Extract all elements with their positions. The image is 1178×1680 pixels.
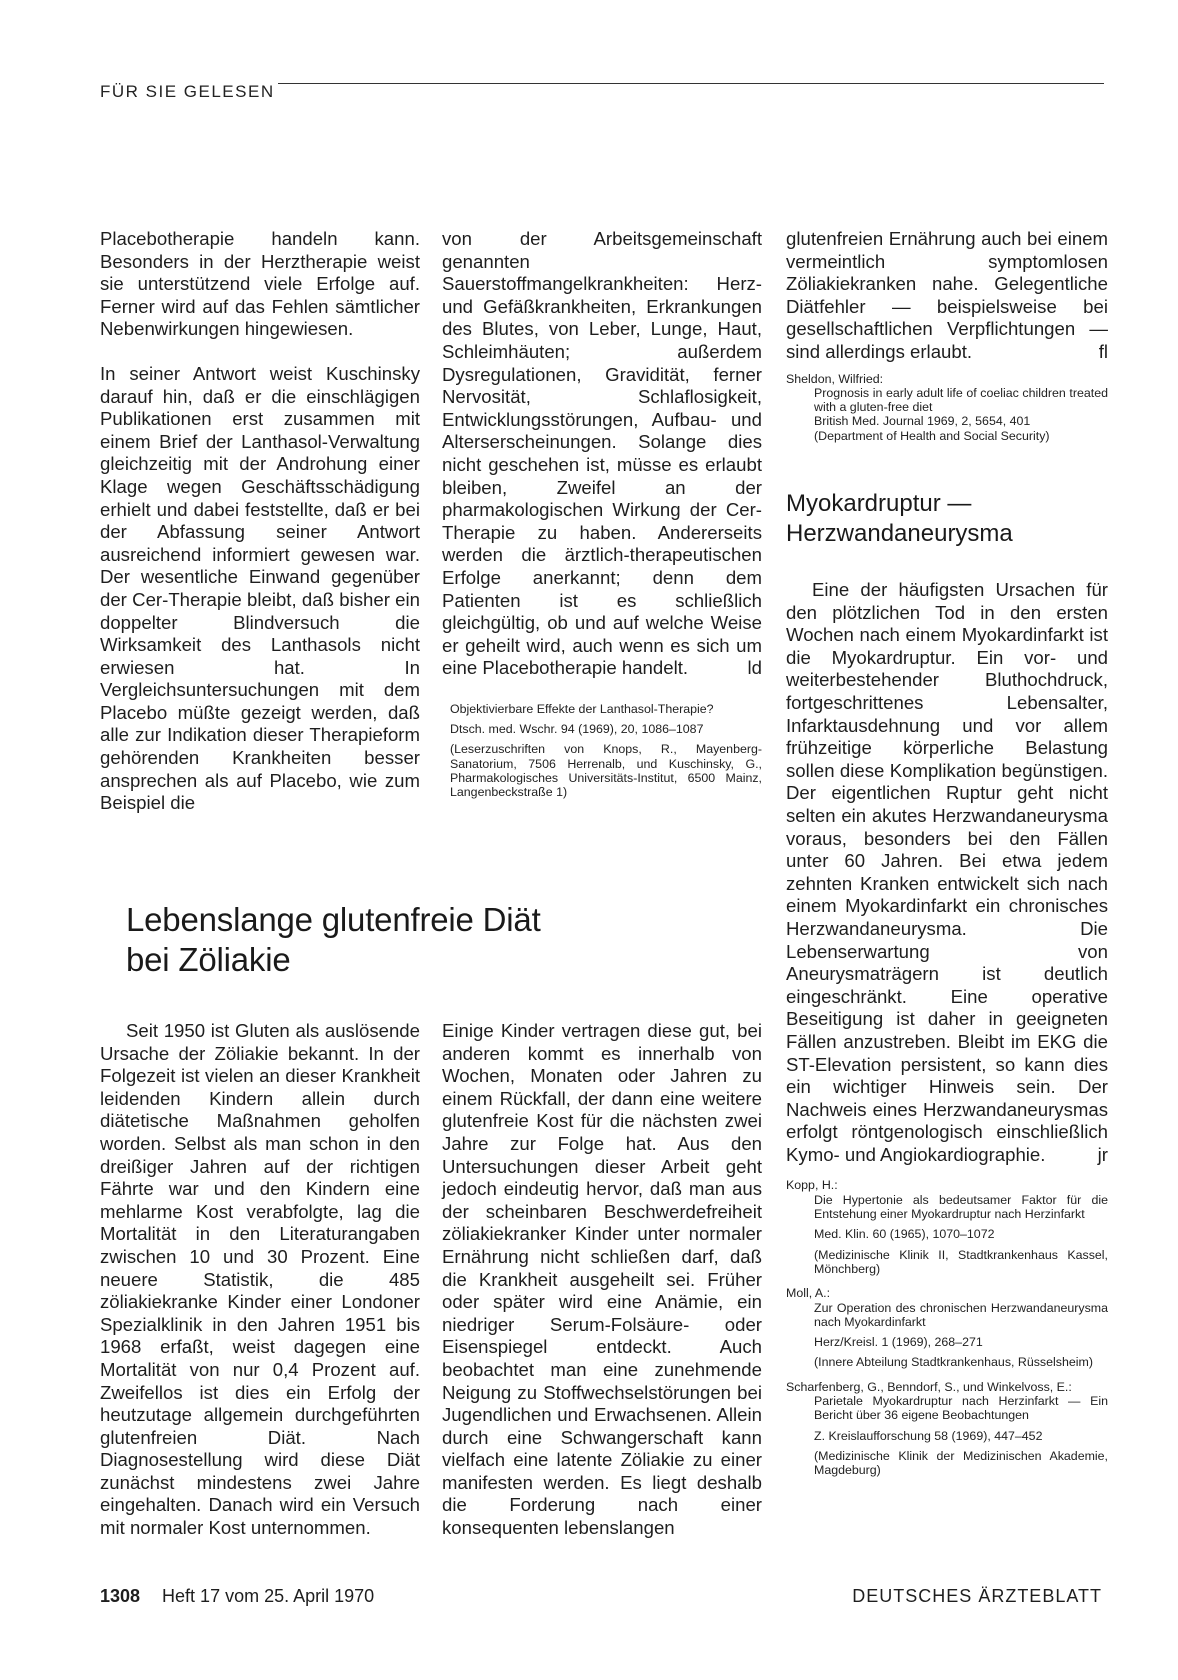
reference-title: Parietale Myokardruptur nach Herzinfarkt — Ein Bericht über 36 eigene Beobachtungen bbox=[814, 1394, 1108, 1423]
body-text: von der Arbeitsgemeinschaft genannten Sauerstoffmangelkrankheiten: Herz- und Gefäßkrankheiten, Erkrankungen des Blutes, von Leber, Lunge, Haut, Schleimhäuten; außerdem Dysregulationen, Gravidität, ferner Nervosität, Schlaflosigkeit, Entwicklungsstörungen, Aufbau- und Alterserscheinungen. Solange dies nicht geschehen ist, müsse es erlaubt bleiben, Zweifel an der pharmakologischen Wirkung der Cer-Therapie zu haben. Andererseits werden die ärztlich-therapeutischen Erfolge anerkannt; denn dem Patienten ist es schließlich gleichgültig, ob und auf welche Weise er geheilt wird, auch wenn es sich um eine Placebotherapie handelt. bbox=[442, 228, 762, 679]
reference-block bbox=[442, 702, 762, 800]
reference-title: Die Hypertonie als bedeutsamer Faktor für die Entstehung einer Myokardruptur nach Herzinfarkt bbox=[814, 1192, 1108, 1222]
section-label: FÜR SIE GELESEN bbox=[100, 82, 275, 101]
article-title-gluten: Lebenslange glutenfreie Diät bei Zöliakie bbox=[126, 901, 541, 978]
reference-title: Zur Operation des chronischen Herzwandaneurysma nach Myokardinfarkt bbox=[814, 1300, 1108, 1329]
gluten-column2 bbox=[442, 1020, 762, 1540]
reference-list bbox=[786, 1178, 1108, 1477]
reference-note: (Innere Abteilung Stadtkrankenhaus, Rüsselsheim) bbox=[814, 1355, 1093, 1370]
author-signature: fl bbox=[1098, 340, 1108, 362]
paragraph bbox=[786, 228, 1108, 364]
reference-source: Med. Klin. 60 (1965), 1070–1072 bbox=[814, 1227, 995, 1242]
reference-author: Scharfenberg, G., Benndorf, S., und Winkelvoss, E.: bbox=[786, 1379, 1072, 1394]
column3-top bbox=[786, 228, 1108, 1478]
paragraph: Placebotherapie handeln kann. Besonders in der Herztherapie weist sie unterstützend viele Erfolge auf. Ferner wird auf das Fehlen sämtlicher Nebenwirkungen hingewiesen. bbox=[100, 228, 420, 340]
reference-title: Prognosis in early adult life of coeliac children treated with a gluten-free diet bbox=[814, 385, 1108, 415]
body-text: Eine der häufigsten Ursachen für den plötzlichen Tod in den ersten Wochen nach einem Myokardinfarkt ist die Myokardruptur. Ein vor- und weiterbestehender Bluthochdruck, fortgeschrittenes Lebensalter, Infarktausdehnung und vor allem frühzeitige körperliche Belastung sollen diese Komplikation begünstigen. Der eigentlichen Ruptur geht nicht selten ein akutes Herzwandaneurysma voraus, besonders bei den Fällen unter 60 Jahren. Bei etwa jedem zehnten Kranken entwickelt sich nach einem Myokardinfarkt ein chronisches Herzwandaneurysma. Die Lebenserwartung von Aneurysmaträgern ist deutlich eingeschränkt. Eine operative Beseitigung ist daher in geeigneten Fällen anzustreben. Bleibt im EKG die ST-Elevation persistent, so kann dies ein wichtiger Hinweis sein. Der Nachweis eines Herzwandaneurysmas erfolgt röntgenologisch einschließlich Kymo- und Angiokardiographie. bbox=[786, 579, 1108, 1165]
paragraph bbox=[442, 228, 762, 680]
reference-source: Herz/Kreisl. 1 (1969), 268–271 bbox=[814, 1335, 983, 1350]
reference-note: (Leserzuschriften von Knops, R., Mayenberg-Sanatorium, 7506 Herrenalb, und Kuschinsky, G., Pharmakologisches Universitäts-Institut, 6500 Mainz, Langenbeckstraße 1) bbox=[450, 742, 762, 800]
reference-note: (Medizinische Klinik II, Stadtkrankenhaus Kassel, Mönchberg) bbox=[814, 1247, 1108, 1276]
author-signature: jr bbox=[1097, 1143, 1108, 1165]
reference-note: (Medizinische Klinik der Medizinischen Akademie, Magdeburg) bbox=[814, 1448, 1108, 1478]
page-number: 1308 bbox=[100, 1586, 141, 1606]
paragraph: Seit 1950 ist Gluten als auslösende Ursache der Zöliakie bekannt. In der Folgezeit ist vielen an dieser Krankheit leidenden Kindern allein durch diätetische Maßnahmen geholfen worden. Selbst als man schon in den dreißiger Jahren auf der richtigen Fährte war und den Kindern eine mehlarme Kost verabfolgte, lag die Mortalität in den Literaturangaben zwischen 10 und 30 Prozent. Eine neuere Statistik, die 485 zöliakiekranke Kinder einer Londoner Spezialklinik in den Jahren 1951 bis 1968 erfaßt, weist dagegen eine Mortalität von nur 0,4 Prozent auf. Zweifellos ist dies ein Erfolg der heutzutage allgemein durchgeführten glutenfreien Diät. Nach Diagnosestellung wird diese Diät zunächst mindestens zwei Jahre eingehalten. Danach wird ein Versuch mit normaler Kost unternommen. bbox=[100, 1020, 420, 1539]
gluten-column1 bbox=[100, 1020, 420, 1540]
reference-block bbox=[786, 1178, 1108, 1276]
reference-title: Objektivierbare Effekte der Lanthasol-Therapie? bbox=[450, 701, 714, 716]
reference-source: Z. Kreislaufforschung 58 (1969), 447–452 bbox=[814, 1428, 1043, 1443]
body-text: glutenfreien Ernährung auch bei einem vermeintlich symptomlosen Zöliakiekranken nahe. Gelegentliche Diätfehler — beispielsweise bei gesellschaftlichen Verpflichtungen — sind allerdings erlaubt. bbox=[786, 228, 1108, 362]
footer-issue bbox=[100, 1586, 374, 1607]
reference-block bbox=[786, 1286, 1108, 1369]
reference-source: Dtsch. med. Wschr. 94 (1969), 20, 1086–1087 bbox=[450, 722, 704, 737]
column2-top bbox=[442, 228, 762, 800]
reference-author: Sheldon, Wilfried: bbox=[786, 371, 884, 386]
reference-author: Moll, A.: bbox=[786, 1286, 831, 1301]
paragraph bbox=[786, 579, 1108, 1166]
article-title-myokard: Myokardruptur — Herzwandaneurysma bbox=[786, 490, 1013, 548]
paragraph: In seiner Antwort weist Kuschinsky darauf hin, daß er die einschlägigen Publikationen erst zusammen mit einem Brief der Lanthasol-Verwaltung gleichzeitig mit der Androhung einer Klage wegen Geschäftsschädigung erhielt und dabei feststellte, daß er bei der Abfassung seiner Antwort ausreichend informiert gewesen war. Der wesentliche Einwand gegenüber der Cer-Therapie bleibt, daß bisher ein doppelter Blindversuch die Wirksamkeit des Lanthasols nicht erwiesen hat. In Vergleichsuntersuchungen mit dem Placebo müßte gezeigt werden, daß alle zur Indikation dieser Therapieform gehörenden Krankheiten besser ansprechen als auf Placebo, wie zum Beispiel die bbox=[100, 362, 420, 814]
column1-top bbox=[100, 228, 420, 815]
reference-block bbox=[786, 1380, 1108, 1478]
paragraph: Einige Kinder vertragen diese gut, bei anderen kommt es innerhalb von Wochen, Monaten oder Jahren zu einem Rückfall, der dann eine weitere glutenfreie Kost für die nächsten zwei Jahre zur Folge hat. Aus den Untersuchungen dieser Arbeit geht jedoch eindeutig hervor, daß man aus der scheinbaren Beschwerdefreiheit zöliakiekranker Kinder unter normaler Ernährung nicht schließen darf, daß die Krankheit ausgeheilt sei. Früher oder später wird eine Anämie, ein niedriger Serum-Folsäure- oder Eisenspiegel entdeckt. Auch beobachtet man eine zunehmende Neigung zu Stoffwechselstörungen bei Jugendlichen und Erwachsenen. Allein durch eine Schwangerschaft kann vielfach eine latente Zöliakie zu einer manifesten werden. Es liegt deshalb die Forderung nach einer konsequenten lebenslangen bbox=[442, 1020, 762, 1539]
reference-note: (Department of Health and Social Security) bbox=[814, 428, 1050, 443]
author-signature: ld bbox=[747, 657, 762, 679]
header-rule bbox=[278, 83, 1104, 84]
reference-author: Kopp, H.: bbox=[786, 1178, 838, 1193]
reference-block bbox=[786, 372, 1108, 443]
reference-source: British Med. Journal 1969, 2, 5654, 401 bbox=[814, 414, 1031, 429]
journal-name: DEUTSCHES ÄRZTEBLATT bbox=[852, 1586, 1102, 1606]
issue-text: Heft 17 vom 25. April 1970 bbox=[162, 1586, 375, 1606]
